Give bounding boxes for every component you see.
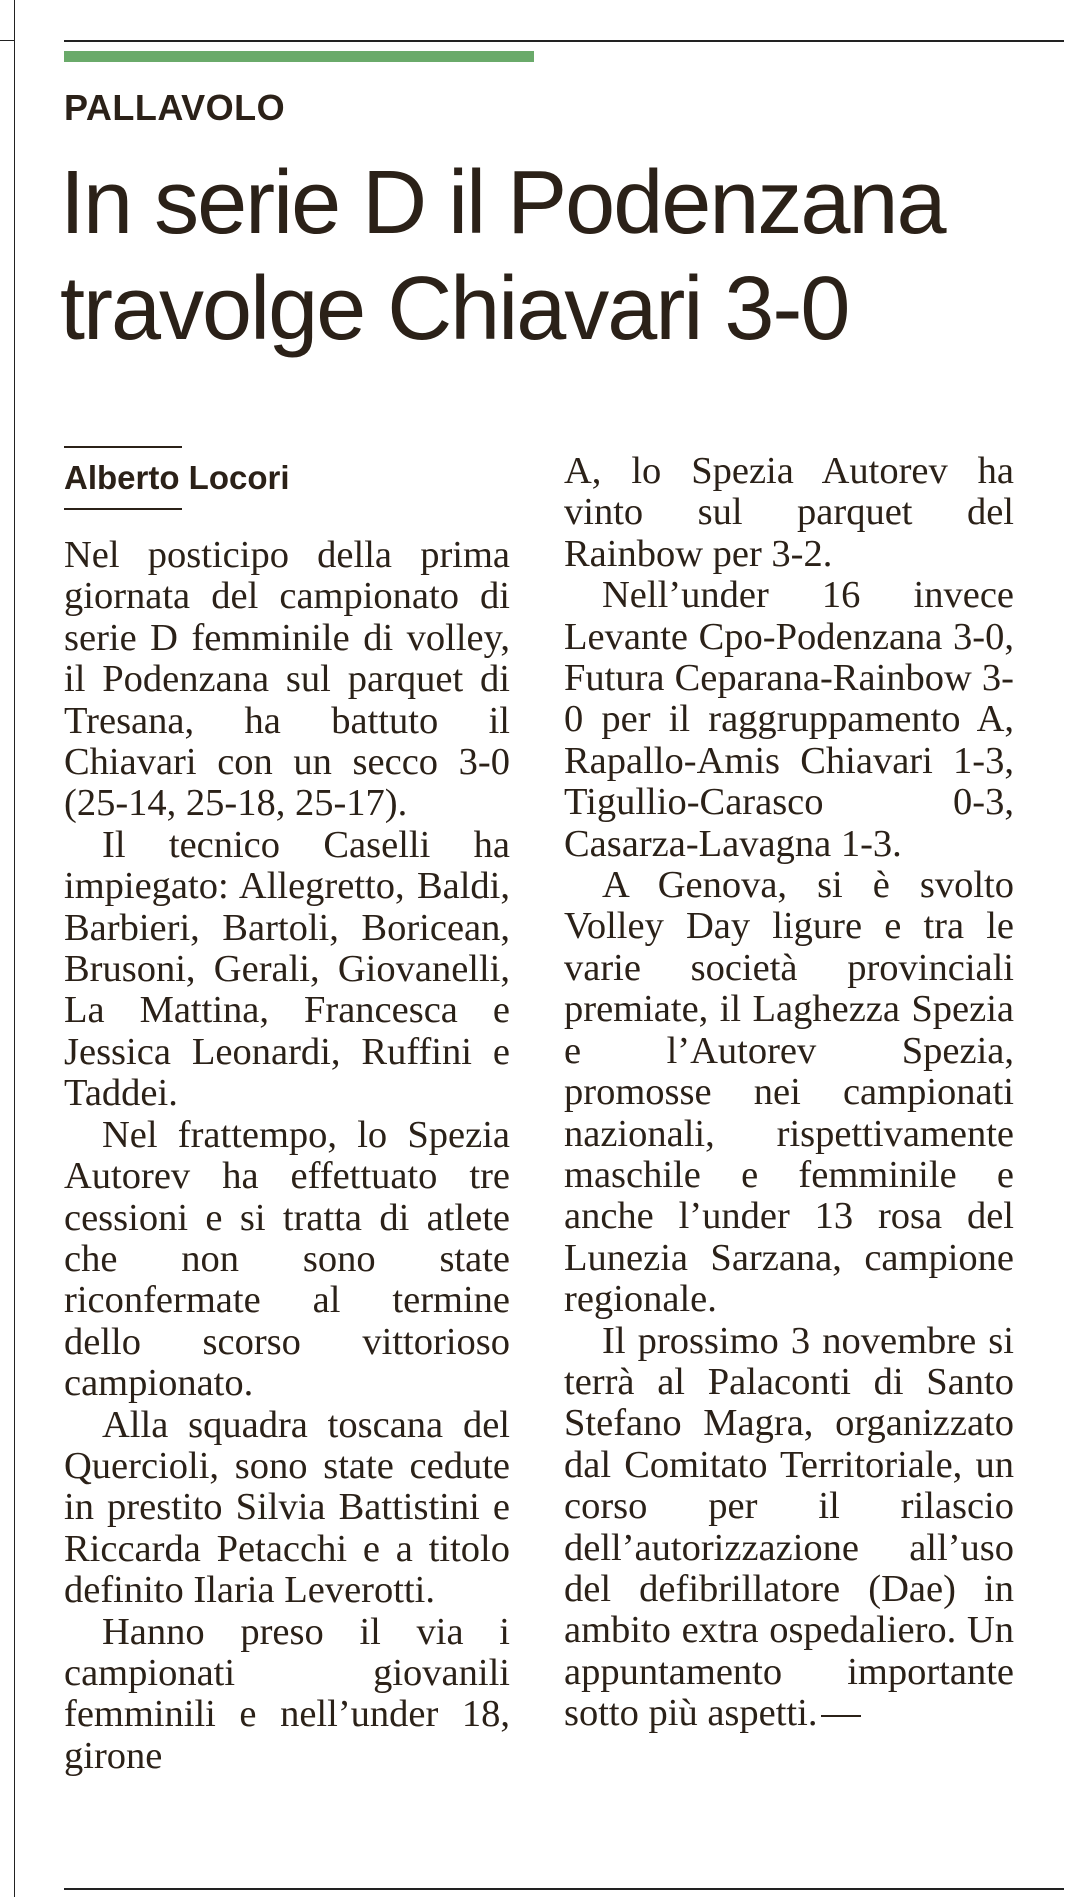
paragraph-text: Il prossimo 3 novembre si terrà al Palaconti di Santo Stefano Magra, organizzato dal Comitato Territoriale, un corso per il rilascio dell’autorizzazione all’uso del defibrillatore (Dae) in ambito extra ospedaliero. Un appuntamento importante sotto più aspetti. bbox=[564, 1319, 1014, 1735]
paragraph: Nell’under 16 invece Levante Cpo-Podenzana 3-0, Futura Ceparana-Rainbow 3-0 per il raggruppamento A, Rapallo-Amis Chiavari 1-3, Tigullio-Carasco 0-3, Casarza-Lavagna 1-3. bbox=[564, 574, 1014, 865]
article-headline: In serie D il Podenzana travolge Chiavari 3-0 bbox=[60, 153, 945, 359]
paragraph: A, lo Spezia Autorev ha vinto sul parquet del Rainbow per 3-2. bbox=[564, 450, 1014, 575]
margin-tick bbox=[0, 40, 14, 41]
section-kicker: PALLAVOLO bbox=[64, 87, 286, 128]
paragraph: A Genova, si è svolto Volley Day ligure e tra le varie società provinciali premiate, il Laghezza Spezia e l’Autorev Spezia, promosse nei campionati nazionali, rispettivamente maschile e femminile e anche l’under 13 rosa del Lunezia Sarzana, campione regionale. bbox=[564, 864, 1014, 1321]
end-of-article-mark bbox=[821, 1715, 861, 1717]
paragraph: Il tecnico Caselli ha impiegato: Allegretto, Baldi, Barbieri, Bartoli, Boricean, Brusoni, Gerali, Giovanelli, La Mattina, Francesca e Jessica Leonardi, Ruffini e Taddei. bbox=[64, 823, 510, 1115]
paragraph: Nel frattempo, lo Spezia Autorev ha effettuato tre cessioni e si tratta di atlete che non sono state riconfermate al termine dello scorso vittorioso campionato. bbox=[64, 1113, 510, 1405]
paragraph: Hanno preso il via i campionati giovanili femminili e nell’under 18, girone bbox=[64, 1610, 510, 1777]
article-column-left bbox=[64, 535, 510, 1777]
page-margin-rule bbox=[14, 0, 15, 1897]
author-byline: Alberto Locori bbox=[64, 459, 290, 496]
top-rule bbox=[64, 40, 1064, 42]
section-accent-bar bbox=[64, 51, 534, 62]
bottom-rule bbox=[64, 1888, 1064, 1890]
paragraph: Alla squadra toscana del Quercioli, sono state cedute in prestito Silvia Battistini e Riccarda Petacchi e a titolo definito Ilaria Leverotti. bbox=[64, 1403, 510, 1612]
paragraph: Nel posticipo della prima giornata del campionato di serie D femminile di volley, il Podenzana sul parquet di Tresana, ha battuto il Chiavari con un secco 3-0 (25-14, 25-18, 25-17). bbox=[64, 534, 510, 825]
paragraph-last bbox=[564, 1321, 1014, 1735]
article-column-right bbox=[564, 451, 1014, 1735]
